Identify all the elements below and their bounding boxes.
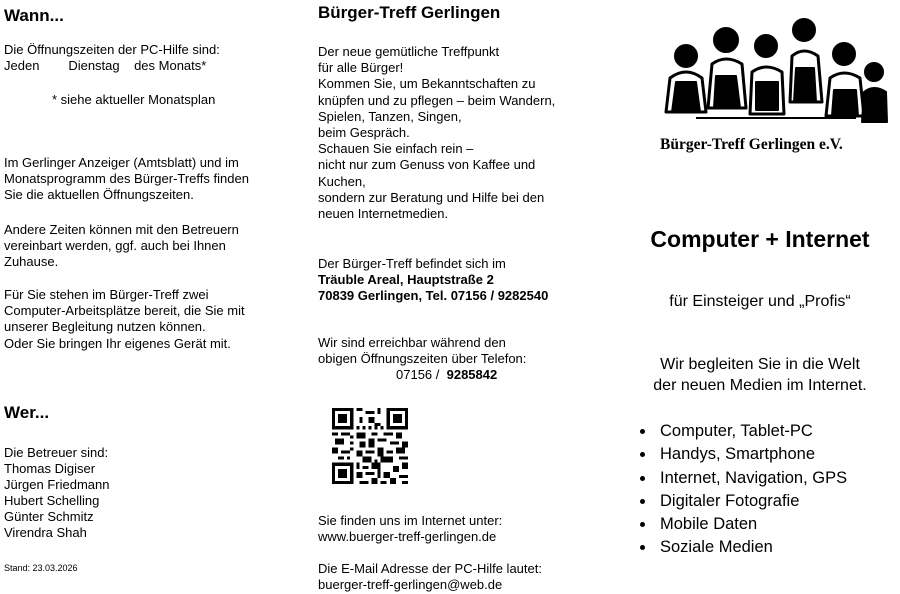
list-item: • Internet, Navigation, GPS xyxy=(656,467,847,490)
monatsplan-footnote: * siehe aktueller Monatsplan xyxy=(52,92,216,107)
web-intro: Sie finden uns im Internet unter: xyxy=(318,513,503,528)
qr-code xyxy=(332,408,408,484)
betreuer-name: Günter Schmitz xyxy=(4,509,94,524)
betreuer-intro: Die Betreuer sind: xyxy=(4,445,109,460)
logo-caption: Bürger-Treff Gerlingen e.V. xyxy=(660,136,843,153)
feature-list xyxy=(634,420,847,560)
phone-prefix: 07156 / xyxy=(396,367,447,382)
betreuer-name: Hubert Schelling xyxy=(4,493,100,508)
tagline: Wir begleiten Sie in die Welt der neuen Medien im Internet. xyxy=(653,356,867,394)
betreuer-name: Jürgen Friedmann xyxy=(4,477,110,492)
anzeiger-text: Im Gerlinger Anzeiger (Amtsblatt) und im Monatsprogramm des Bürger-Treffs finden Sie die aktuellen Öffnungszeiten. xyxy=(4,155,249,203)
opening-intro: Die Öffnungszeiten der PC-Hilfe sind: xyxy=(4,42,220,57)
wann-heading: Wann... xyxy=(4,6,64,25)
list-item: • Handys, Smartphone xyxy=(656,443,847,466)
list-item: • Digitaler Fotografie xyxy=(656,490,847,513)
phone-line xyxy=(396,367,497,383)
list-item: • Computer, Tablet-PC xyxy=(656,420,847,443)
address-line2: 70839 Gerlingen, Tel. 07156 / 9282540 xyxy=(318,288,549,303)
phone-number: 9285842 xyxy=(446,367,498,382)
intro-text: Der neue gemütliche Treffpunkt für alle Bürger! Kommen Sie, um Bekanntschaften zu knüpfen und zu pflegen – beim Wandern, Spielen, Tanzen, Singen, beim Gespräch. Schauen Sie einfach rein – nicht nur zum Genuss von Kaffee und Kuchen, sondern zur Beratung und Hilfe bei den neuen Internetmedien. xyxy=(318,44,556,222)
location-intro: Der Bürger-Treff befindet sich im xyxy=(318,256,506,271)
betreuer-name: Thomas Digiser xyxy=(4,461,96,476)
workplaces-text: Für Sie stehen im Bürger-Treff zwei Computer-Arbeitsplätze bereit, die Sie mit unserer Begleitung nutzen können. Oder Sie bringen Ihr eigenes Gerät mit. xyxy=(4,287,245,351)
subtitle: für Einsteiger und „Profis“ xyxy=(669,293,851,310)
list-item: • Mobile Daten xyxy=(656,513,847,536)
schedule-line: Jeden Dienstag des Monats* xyxy=(4,58,207,73)
address-line1: Träuble Areal, Hauptstraße 2 xyxy=(318,272,494,287)
list-item: • Soziale Medien xyxy=(656,536,847,559)
other-times-text: Andere Zeiten können mit den Betreuern vereinbart werden, ggf. auch bei Ihnen Zuhause. xyxy=(4,222,239,270)
web-url[interactable]: www.buerger-treff-gerlingen.de xyxy=(318,529,497,544)
people-group-logo xyxy=(656,16,888,126)
buergertreff-heading: Bürger-Treff Gerlingen xyxy=(318,3,501,22)
email-address[interactable]: buerger-treff-gerlingen@web.de xyxy=(318,577,503,592)
stand-date: Stand: 23.03.2026 xyxy=(4,563,78,573)
phone-text: Wir sind erreichbar während den obigen Öffnungszeiten über Telefon: xyxy=(318,335,527,367)
email-intro: Die E-Mail Adresse der PC-Hilfe lautet: xyxy=(318,561,542,576)
betreuer-name: Virendra Shah xyxy=(4,525,87,540)
main-title: Computer + Internet xyxy=(650,226,870,252)
wer-heading: Wer... xyxy=(4,403,50,422)
